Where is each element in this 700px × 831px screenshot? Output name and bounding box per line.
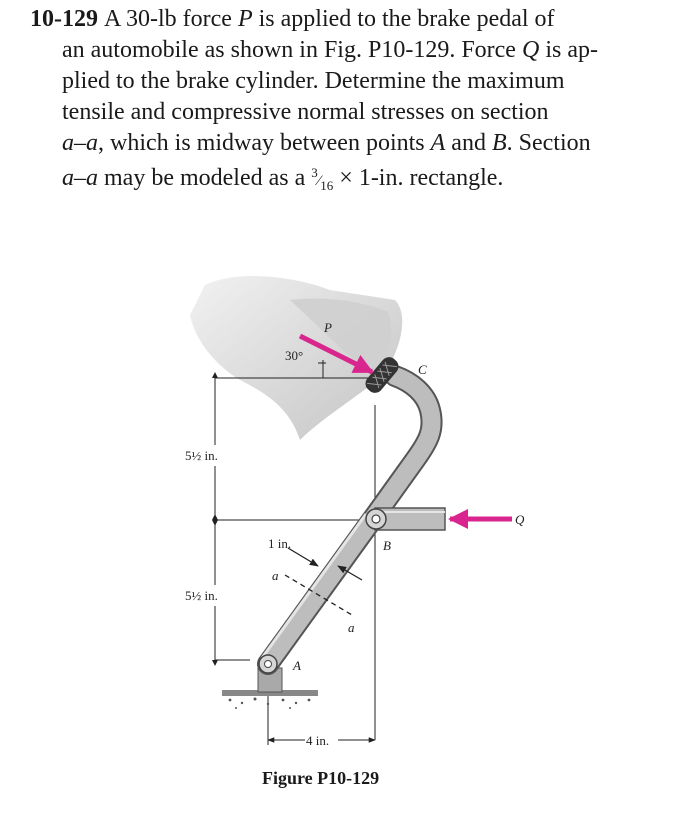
label-B: B — [383, 538, 391, 553]
problem-number: 10-129 — [30, 6, 98, 32]
label-P: P — [324, 320, 332, 335]
label-dim-thickness: 1 in. — [268, 536, 292, 551]
figure-caption: Figure P10-129 — [262, 768, 380, 788]
label-a-upper: a — [272, 568, 279, 583]
label-angle: 30° — [285, 348, 304, 363]
fraction-3-16: $^3⁄_{16}$ — [311, 165, 334, 193]
label-dim-lower: 5½ in. — [185, 588, 218, 603]
label-C: C — [418, 362, 427, 377]
problem-line-1: 10-129 A 30-lb force P is applied to the brake pedal of — [30, 6, 555, 32]
label-dim-horizontal: 4 in. — [306, 733, 330, 748]
label-dim-upper: 5½ in. — [185, 448, 218, 463]
pin-A — [259, 655, 277, 673]
label-A: A — [293, 658, 301, 673]
problem-line-4: tensile and compressive normal stresses on section — [62, 99, 549, 125]
problem-line-2: an automobile as shown in Fig. P10-129. Force Q is ap- — [62, 37, 598, 63]
problem-line-6: a–a may be modeled as a $^3⁄_{16} \times 1-in$. rectangle. — [62, 165, 504, 193]
label-Q: Q — [515, 512, 525, 527]
problem-line-5: a–a, which is midway between points A and B. Section — [62, 130, 591, 156]
problem-line-3: plied to the brake cylinder. Determine the maximum — [62, 68, 565, 94]
brake-cylinder-rod — [366, 508, 445, 530]
label-a-lower: a — [348, 620, 355, 635]
